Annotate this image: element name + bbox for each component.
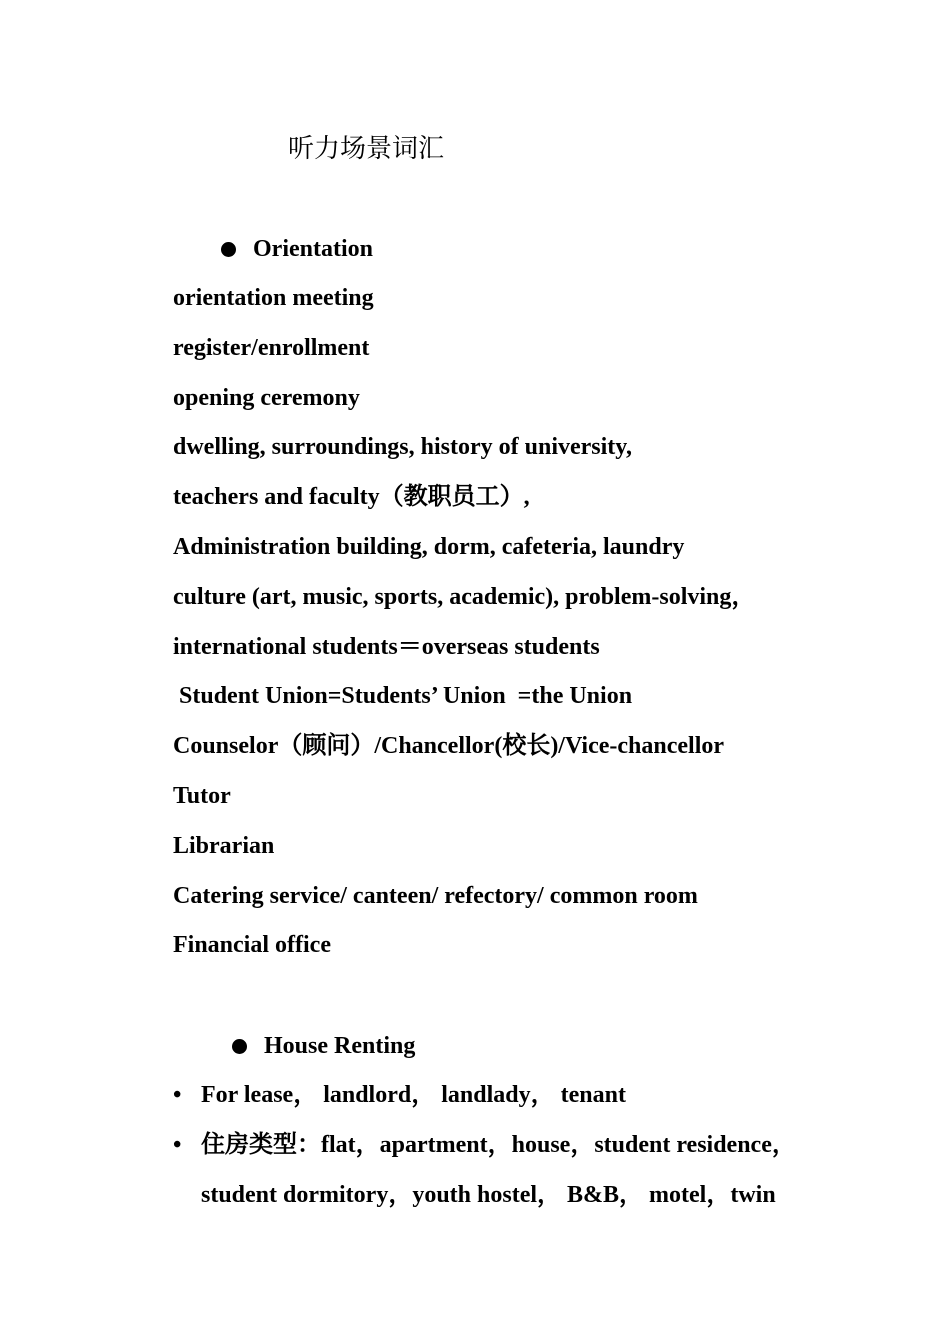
vocab-bullet-text: 住房类型：flat，apartment，house，student residence， bbox=[201, 1131, 796, 1158]
section-heading-house-renting bbox=[232, 1031, 415, 1061]
vocab-line: culture (art, music, sports, academic), problem-solving， bbox=[173, 583, 756, 610]
vocab-line: dwelling, surroundings, history of university, bbox=[173, 434, 632, 461]
section-heading-orientation bbox=[221, 234, 373, 264]
vocab-line: Student Union=Students’ Union =the Union bbox=[173, 683, 633, 710]
vocab-bullet-item bbox=[173, 1121, 823, 1171]
vocab-line: opening ceremony bbox=[173, 384, 360, 411]
bullet-dot-icon bbox=[221, 242, 236, 257]
bullet-dot-icon bbox=[232, 1039, 247, 1054]
vocab-line: Counselor（顾问）/Chancellor(校长)/Vice-chancellor bbox=[173, 733, 725, 760]
section-heading-label: Orientation bbox=[253, 236, 373, 262]
vocab-line: Librarian bbox=[173, 832, 275, 859]
vocab-bullet-text: student dormitory，youth hostel， B&B， motel，twin bbox=[201, 1181, 776, 1208]
section-heading-label: House Renting bbox=[264, 1033, 416, 1059]
orientation-vocab-list bbox=[173, 274, 755, 971]
vocab-line: Tutor bbox=[173, 782, 231, 809]
page-title: 听力场景词汇 bbox=[288, 134, 445, 164]
vocab-line: register/enrollment bbox=[173, 334, 370, 361]
vocab-bullet-item bbox=[173, 1071, 823, 1121]
house-renting-vocab-list bbox=[173, 1071, 823, 1220]
vocab-bullet-item-continued bbox=[173, 1171, 823, 1221]
bullet-mark-icon: • bbox=[173, 1131, 182, 1158]
vocab-line: Financial office bbox=[173, 932, 331, 959]
vocab-bullet-text: For lease， landlord， landlady， tenant bbox=[201, 1082, 626, 1108]
vocab-line: orientation meeting bbox=[173, 285, 374, 311]
vocab-line: Administration building, dorm, cafeteria, laundry bbox=[173, 533, 685, 560]
vocab-line: Catering service/ canteen/ refectory/ common room bbox=[173, 882, 698, 909]
vocab-line: international students＝overseas students bbox=[173, 633, 600, 660]
bullet-mark-icon: • bbox=[173, 1082, 182, 1108]
vocab-line: teachers and faculty（教职员工）, bbox=[173, 484, 530, 511]
